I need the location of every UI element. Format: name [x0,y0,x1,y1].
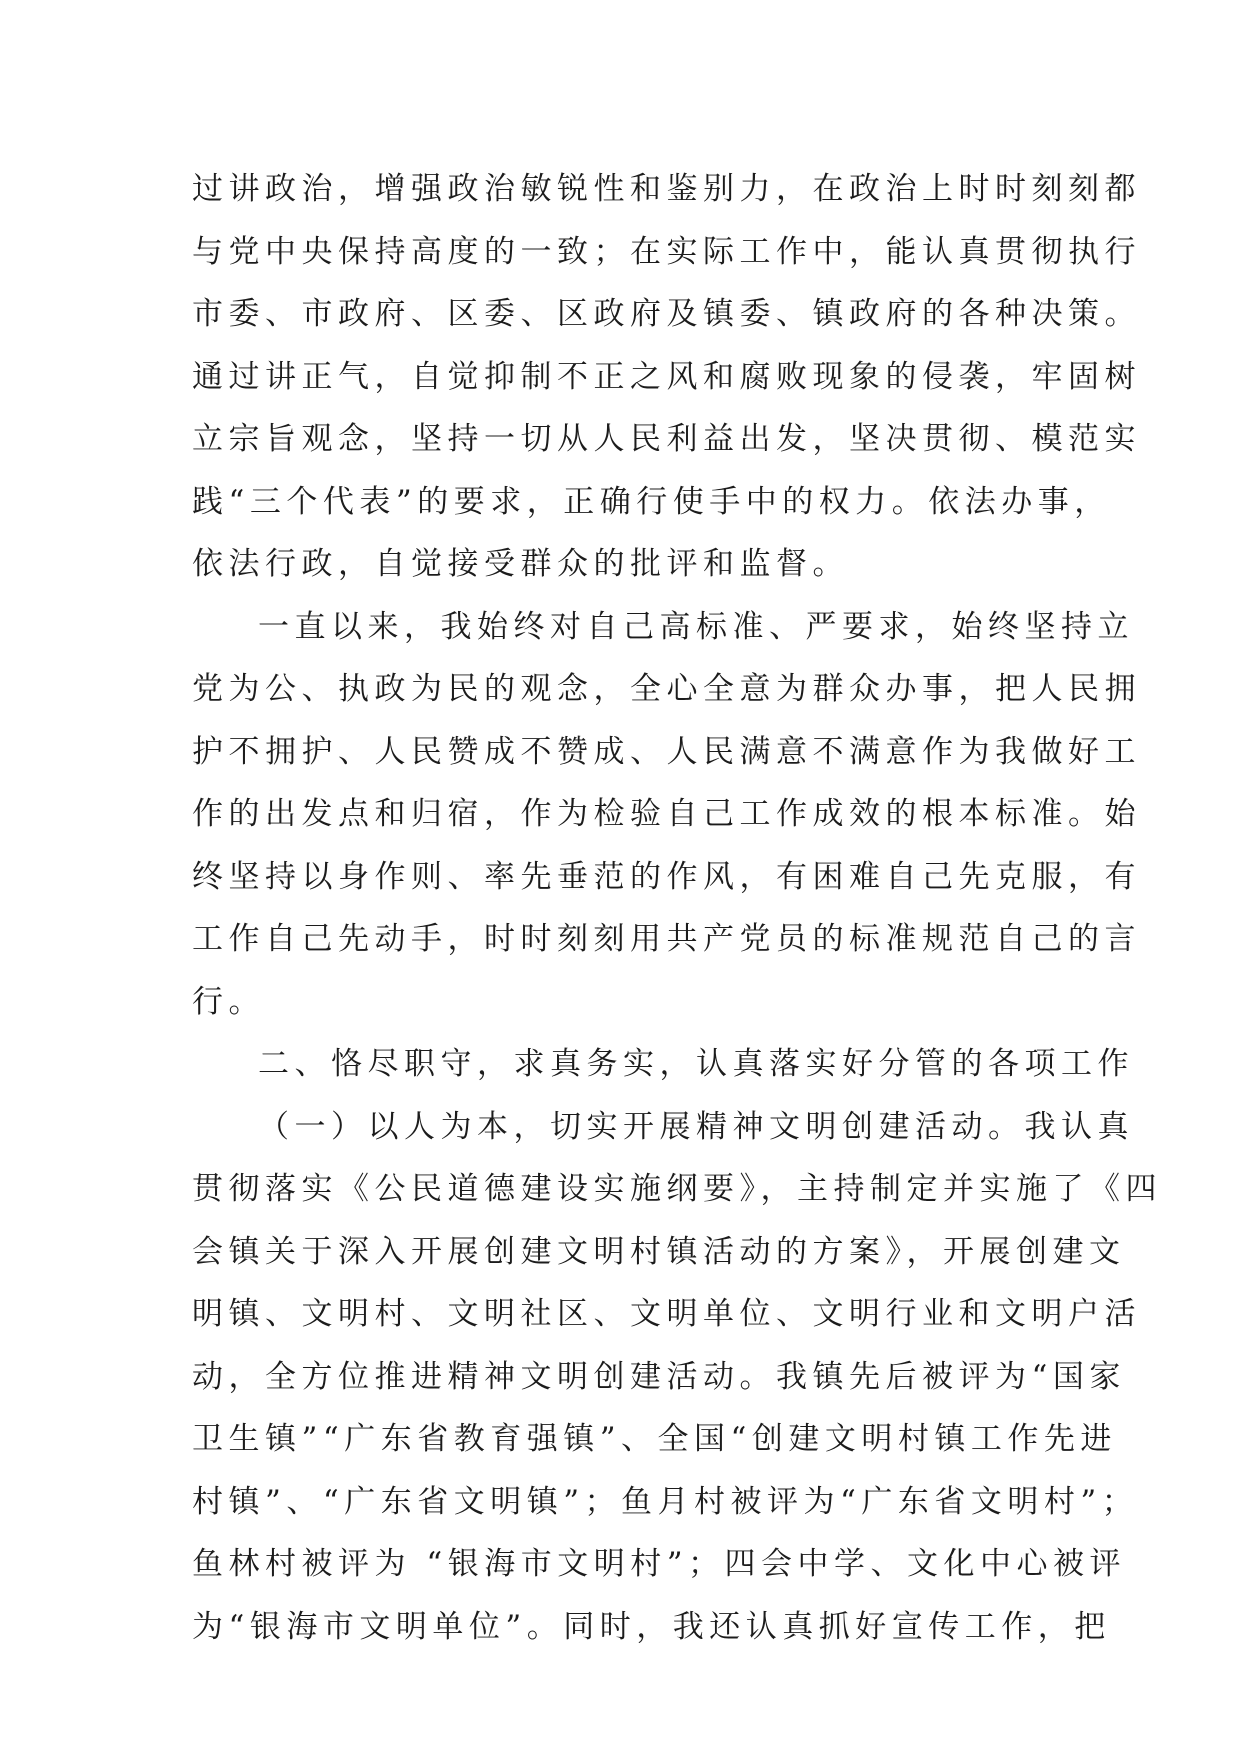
text-line: 行。 [192,983,265,1020]
subsection-start-line: （一）以人为本，切实开展精神文明创建活动。我认真 [258,1108,1134,1145]
paragraph-start-line: 一直以来，我始终对自己高标准、严要求，始终坚持立 [258,608,1134,645]
text-line: 通过讲正气，自觉抑制不正之风和腐败现象的侵袭，牢固树 [192,358,1141,395]
text-line: 终坚持以身作则、率先垂范的作风，有困难自己先克服，有 [192,858,1141,895]
section-heading: 二、恪尽职守，求真务实，认真落实好分管的各项工作 [258,1046,1134,1082]
text-line: 作的出发点和归宿，作为检验自己工作成效的根本标准。始 [192,796,1141,832]
text-line: 动，全方位推进精神文明创建活动。我镇先后被评为“国家 [192,1358,1126,1395]
text-line: 鱼林村被评为 “银海市文明村”；四会中学、文化中心被评 [192,1546,1127,1582]
text-line: 立宗旨观念，坚持一切从人民利益出发，坚决贯彻、模范实 [192,421,1141,457]
body-text [192,158,1162,1658]
text-line: 明镇、文明村、文明社区、文明单位、文明行业和文明户活 [192,1296,1141,1332]
text-line: 党为公、执政为民的观念，全心全意为群众办事，把人民拥 [192,671,1141,707]
text-line: 卫生镇”“广东省教育强镇”、全国“创建文明村镇工作先进 [192,1421,1117,1457]
text-line: 与党中央保持高度的一致；在实际工作中，能认真贯彻执行 [192,233,1141,270]
text-line: 为“银海市文明单位”。同时，我还认真抓好宣传工作，把 [192,1608,1111,1645]
text-line: 村镇”、“广东省文明镇”；鱼月村被评为“广东省文明村”； [192,1483,1139,1520]
text-line: 市委、市政府、区委、区政府及镇委、镇政府的各种决策。 [192,296,1141,332]
text-line: 工作自己先动手，时时刻刻用共产党员的标准规范自己的言 [192,921,1141,957]
text-line: 贯彻落实《公民道德建设实施纲要》，主持制定并实施了《四 [192,1171,1162,1207]
text-line: 过讲政治，增强政治敏锐性和鉴别力，在政治上时时刻刻都 [192,171,1141,207]
text-line: 护不拥护、人民赞成不赞成、人民满意不满意作为我做好工 [192,733,1141,770]
text-line: 会镇关于深入开展创建文明村镇活动的方案》，开展创建文 [192,1233,1126,1270]
text-line: 践“三个代表”的要求，正确行使手中的权力。依法办事， [192,483,1111,520]
text-line: 依法行政，自觉接受群众的批评和监督。 [192,546,849,582]
